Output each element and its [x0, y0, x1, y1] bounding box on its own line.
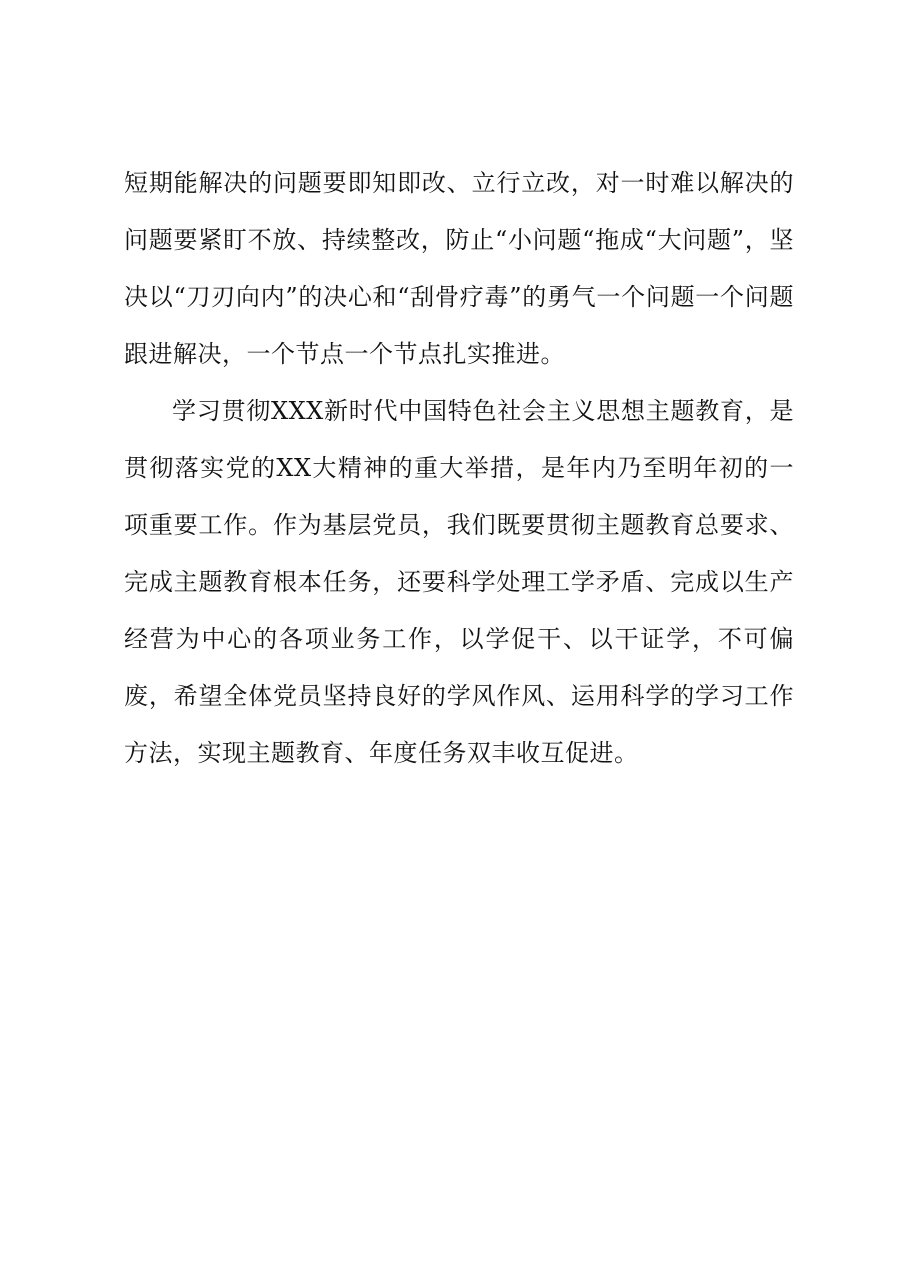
document-body	[124, 155, 794, 782]
paragraph-study-campaign: 学习贯彻XXX新时代中国特色社会主义思想主题教育，是贯彻落实党的XX大精神的重大举措，是年内乃至明年初的一项重要工作。作为基层党员，我们既要贯彻主题教育总要求、完成主题教育根本任务，还要科学处理工学矛盾、完成以生产经营为中心的各项业务工作，以学促干、以干证学，不可偏废，希望全体党员坚持良好的学风作风、运用科学的学习工作方法，实现主题教育、年度任务双丰收互促进。	[124, 397, 794, 767]
paragraph-continuation: 短期能解决的问题要即知即改、立行立改，对一时难以解决的问题要紧盯不放、持续整改，防止“小问题“拖成“大问题”，坚决以“刀刃向内”的决心和“刮骨疗毒”的勇气一个问题一个问题跟进解决，一个节点一个节点扎实推进。	[124, 169, 794, 368]
